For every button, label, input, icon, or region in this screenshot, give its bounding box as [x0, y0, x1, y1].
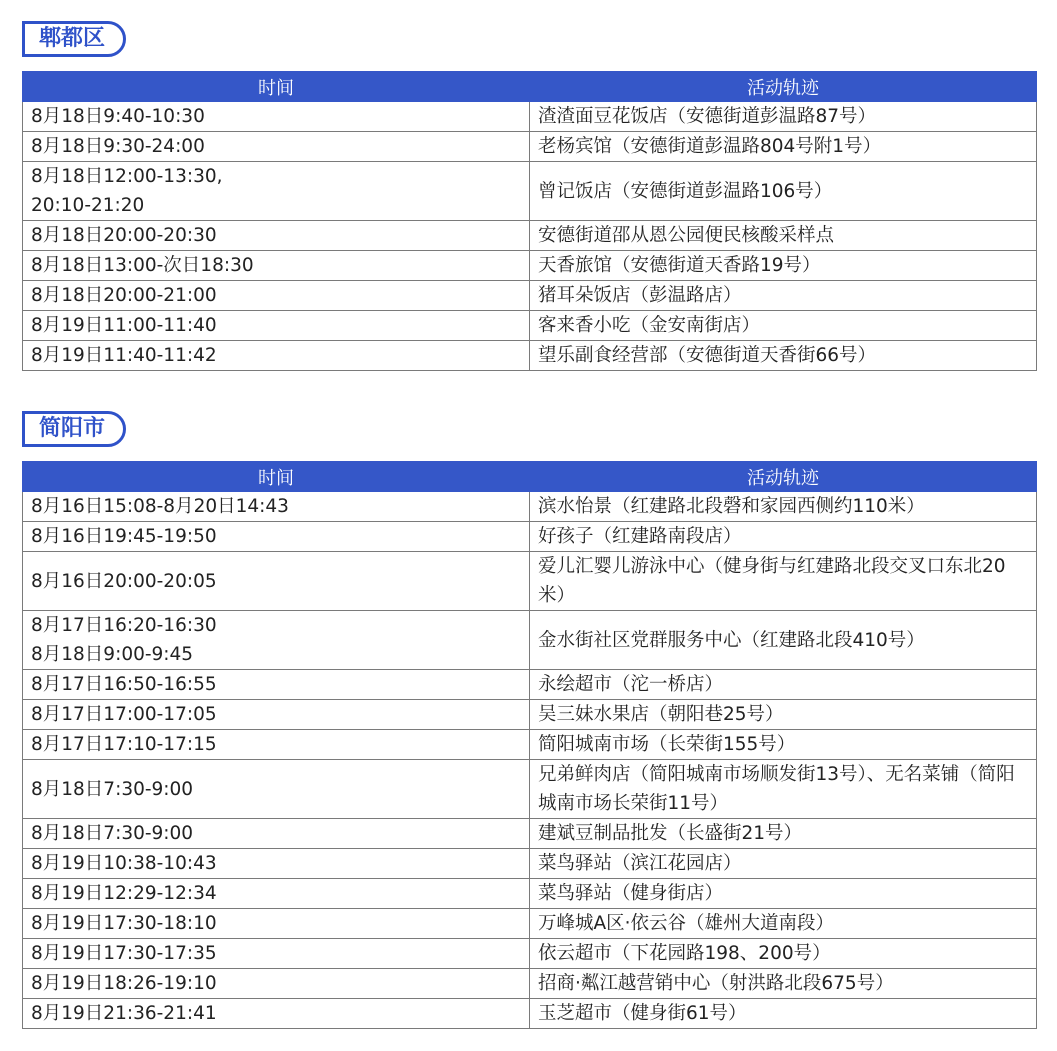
table-row	[23, 311, 1037, 341]
time-cell	[23, 700, 530, 730]
time-cell	[23, 221, 530, 251]
table-row	[23, 879, 1037, 909]
trace-cell: 建斌豆制品批发（长盛街21号）	[530, 819, 1037, 849]
time-line: 8月16日20:00-20:05	[31, 570, 217, 592]
table-row	[23, 611, 1037, 670]
time-line: 8月17日16:20-16:30	[31, 615, 217, 636]
time-cell	[23, 670, 530, 700]
trace-cell: 金水街社区党群服务中心（红建路北段410号）	[530, 611, 1037, 670]
table-row	[23, 819, 1037, 849]
time-line: 8月19日10:38-10:43	[31, 853, 217, 874]
time-cell	[23, 251, 530, 281]
itinerary-table	[22, 71, 1037, 371]
time-cell	[23, 730, 530, 760]
time-cell	[23, 849, 530, 879]
time-line: 8月18日7:30-9:00	[31, 823, 194, 844]
itinerary-table	[22, 461, 1037, 1029]
table-row	[23, 999, 1037, 1029]
table-row	[23, 492, 1037, 522]
trace-cell: 招商·粼江越营销中心（射洪路北段675号）	[530, 969, 1037, 999]
trace-cell: 客来香小吃（金安南街店）	[530, 311, 1037, 341]
time-cell	[23, 522, 530, 552]
table-row	[23, 522, 1037, 552]
table-row	[23, 341, 1037, 371]
table-header-row	[23, 462, 1037, 492]
time-line: 8月19日11:40-11:42	[31, 345, 217, 366]
time-cell	[23, 760, 530, 819]
time-line: 8月18日20:00-21:00	[31, 285, 217, 306]
header-time: 时间	[23, 72, 530, 102]
trace-cell: 永绘超市（沱一桥店）	[530, 670, 1037, 700]
trace-cell: 爱儿汇婴儿游泳中心（健身街与红建路北段交叉口东北20米）	[530, 552, 1037, 611]
table-row	[23, 969, 1037, 999]
trace-cell: 望乐副食经营部（安德街道天香街66号）	[530, 341, 1037, 371]
time-line: 8月16日19:45-19:50	[31, 526, 217, 547]
time-cell	[23, 311, 530, 341]
trace-cell: 玉芝超市（健身街61号）	[530, 999, 1037, 1029]
trace-cell: 滨水怡景（红建路北段磬和家园西侧约110米）	[530, 492, 1037, 522]
trace-cell: 菜鸟驿站（滨江花园店）	[530, 849, 1037, 879]
time-line: 8月18日12:00-13:30,	[31, 166, 223, 187]
time-cell	[23, 102, 530, 132]
time-cell	[23, 341, 530, 371]
section-heading: 简阳市	[22, 411, 126, 447]
time-cell	[23, 969, 530, 999]
table-row	[23, 102, 1037, 132]
time-line: 8月17日17:00-17:05	[31, 704, 217, 725]
time-cell	[23, 999, 530, 1029]
table-row	[23, 552, 1037, 611]
header-trace: 活动轨迹	[530, 462, 1037, 492]
table-row	[23, 909, 1037, 939]
trace-cell: 猪耳朵饭店（彭温路店）	[530, 281, 1037, 311]
table-row	[23, 730, 1037, 760]
time-cell	[23, 879, 530, 909]
trace-cell: 万峰城A区·依云谷（雄州大道南段）	[530, 909, 1037, 939]
time-line: 8月19日11:00-11:40	[31, 315, 217, 336]
trace-cell: 菜鸟驿站（健身街店）	[530, 879, 1037, 909]
time-line: 8月18日9:00-9:45	[31, 644, 194, 665]
trace-cell: 老杨宾馆（安德街道彭温路804号附1号）	[530, 132, 1037, 162]
time-line: 8月19日18:26-19:10	[31, 973, 217, 994]
time-cell	[23, 492, 530, 522]
table-row	[23, 700, 1037, 730]
trace-cell: 安德街道邵从恩公园便民核酸采样点	[530, 221, 1037, 251]
time-line: 8月18日9:40-10:30	[31, 106, 205, 127]
time-line: 8月19日17:30-18:10	[31, 913, 217, 934]
table-row	[23, 132, 1037, 162]
time-line: 8月18日13:00-次日18:30	[31, 255, 254, 276]
table-row	[23, 849, 1037, 879]
table-row	[23, 939, 1037, 969]
time-cell	[23, 552, 530, 611]
time-line: 8月19日17:30-17:35	[31, 943, 217, 964]
time-line: 8月16日15:08-8月20日14:43	[31, 496, 289, 517]
table-header-row	[23, 72, 1037, 102]
time-line: 8月17日16:50-16:55	[31, 674, 217, 695]
header-trace: 活动轨迹	[530, 72, 1037, 102]
time-cell	[23, 281, 530, 311]
section-pidu	[22, 21, 1036, 371]
time-line: 8月19日12:29-12:34	[31, 883, 217, 904]
time-line: 8月18日9:30-24:00	[31, 136, 205, 157]
time-line: 8月18日7:30-9:00	[31, 778, 194, 800]
time-line: 8月19日21:36-21:41	[31, 1003, 217, 1024]
time-cell	[23, 939, 530, 969]
header-time: 时间	[23, 462, 530, 492]
time-cell	[23, 162, 530, 221]
time-line: 8月18日20:00-20:30	[31, 225, 217, 246]
table-row	[23, 670, 1037, 700]
time-cell	[23, 909, 530, 939]
trace-cell: 简阳城南市场（长荣街155号）	[530, 730, 1037, 760]
time-cell	[23, 819, 530, 849]
table-row	[23, 251, 1037, 281]
time-line: 20:10-21:20	[31, 195, 145, 216]
section-heading: 郫都区	[22, 21, 126, 57]
time-cell	[23, 132, 530, 162]
trace-cell: 天香旅馆（安德街道天香路19号）	[530, 251, 1037, 281]
table-row	[23, 281, 1037, 311]
trace-cell: 好孩子（红建路南段店）	[530, 522, 1037, 552]
time-line: 8月17日17:10-17:15	[31, 734, 217, 755]
section-jianyang	[22, 411, 1036, 1029]
trace-cell: 兄弟鲜肉店（简阳城南市场顺发街13号）、无名菜铺（简阳城南市场长荣街11号）	[530, 760, 1037, 819]
trace-cell: 依云超市（下花园路198、200号）	[530, 939, 1037, 969]
trace-cell: 渣渣面豆花饭店（安德街道彭温路87号）	[530, 102, 1037, 132]
trace-cell: 吴三妹水果店（朝阳巷25号）	[530, 700, 1037, 730]
time-cell	[23, 611, 530, 670]
table-row	[23, 162, 1037, 221]
table-row	[23, 760, 1037, 819]
table-row	[23, 221, 1037, 251]
trace-cell: 曾记饭店（安德街道彭温路106号）	[530, 162, 1037, 221]
